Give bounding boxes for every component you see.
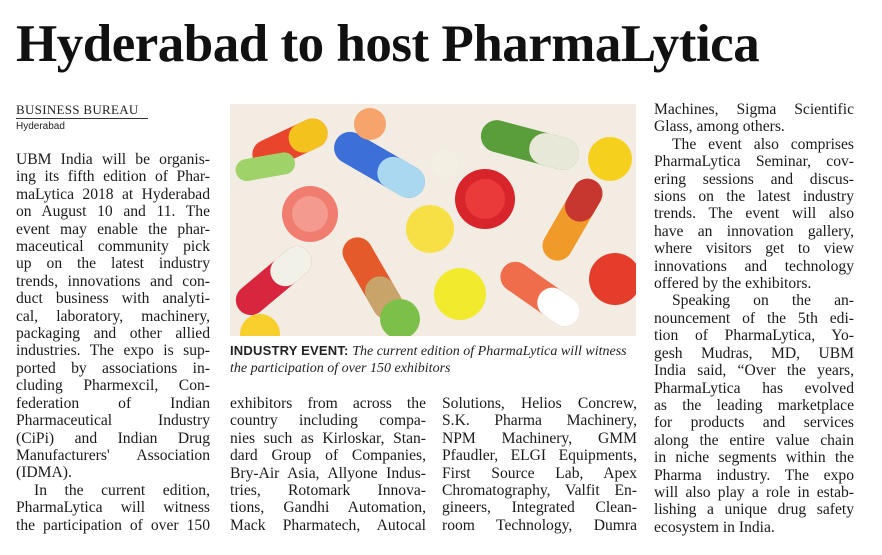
text-line: on August 10 and 11. The: [16, 203, 210, 221]
text-line: country including compa-: [230, 412, 426, 430]
text-line: gineers, Integrated Clean-: [442, 499, 637, 517]
text-line: event may enable the phar-: [16, 220, 210, 238]
text-line: First Source Lab, Apex: [442, 464, 637, 482]
text-line: dard Group of Companies,: [230, 447, 426, 465]
text-line: as the leading marketplace: [654, 396, 854, 414]
text-line: UBM India will be organis-: [16, 151, 210, 168]
text-line: offered by the exhibitors.: [654, 275, 812, 293]
text-line: lishing a unique drug safety: [654, 501, 854, 519]
text-line: room Technology, Dumra: [442, 516, 637, 534]
text-line: Manufacturers' Association: [16, 446, 210, 464]
text-line: cluding Pharmexcil, Con-: [16, 377, 210, 395]
text-line: S.K. Pharma Machinery,: [442, 412, 637, 430]
text-line: duct business with analyti-: [16, 290, 210, 308]
text-line: ecosystem in India.: [654, 518, 775, 536]
text-line: nouncement of the 5th edi-: [654, 309, 854, 327]
caption-text: The current edition of PharmaLytica will witness the participation of over 150 exhibitors: [230, 344, 627, 376]
text-line: ported by associations in-: [16, 359, 210, 377]
text-line: cal, laboratory, machinery,: [16, 307, 210, 325]
text-line: tion of PharmaLytica, Yo-: [654, 327, 854, 345]
text-line: (IDMA).: [16, 464, 72, 482]
text-line: Pharmaceutical Industry: [16, 412, 210, 430]
text-line: packaging and other allied: [16, 325, 210, 343]
text-line: where visitors get to view: [654, 240, 854, 258]
article-column-4: [654, 101, 854, 536]
headline: Hyderabad to host PharmaLytica: [16, 15, 760, 73]
text-line: Speaking on the an-: [672, 292, 854, 310]
text-line: Machines, Sigma Scientific: [654, 101, 854, 118]
text-line: Mack Pharmatech, Autocal: [230, 516, 426, 534]
pills-image: [230, 104, 636, 336]
text-line: Solutions, Helios Concrew,: [442, 395, 637, 412]
text-line: sions on the latest industry: [654, 188, 854, 206]
text-line: nies such as Kirloskar, Stan-: [230, 429, 426, 447]
text-line: (CiPi) and Indian Drug: [16, 429, 210, 447]
text-line: tions, Gandhi Automation,: [230, 499, 426, 517]
text-line: NPM Machinery, GMM: [442, 429, 637, 447]
photo-caption: [230, 343, 636, 377]
text-line: ering sessions and discus-: [654, 170, 854, 188]
text-line: PharmaLytica has evolved: [654, 379, 854, 397]
text-line: innovations and technology: [654, 257, 854, 275]
article-column-2: [230, 395, 426, 534]
dateline: Hyderabad: [16, 121, 65, 132]
text-line: along the entire value chain: [654, 431, 854, 449]
text-line: tries, Rotomark Innova-: [230, 482, 426, 500]
text-line: Bry-Air Asia, Allyone Indus-: [230, 464, 426, 482]
text-line: trends, innovations and con-: [16, 272, 210, 290]
text-line: Pharma industry. The expo: [654, 466, 854, 484]
text-line: ing its fifth edition of Phar-: [16, 168, 210, 186]
text-line: trends. The event will also: [654, 205, 854, 223]
text-line: exhibitors from across the: [230, 395, 426, 412]
byline: BUSINESS BUREAU: [16, 102, 148, 119]
text-line: Glass, among others.: [654, 118, 785, 136]
text-line: the participation of over 150: [16, 516, 210, 534]
text-line: PharmaLytica will witness: [16, 499, 210, 517]
text-line: maLytica 2018 at Hyderabad: [16, 185, 210, 203]
text-line: PharmaLytica Seminar, cov-: [654, 153, 854, 171]
caption-kicker: INDUSTRY EVENT:: [230, 343, 349, 358]
text-line: in niche segments within the: [654, 449, 854, 467]
article-column-3: [442, 395, 637, 534]
text-line: will also play a role in estab-: [654, 483, 854, 501]
text-line: Chromatography, Valfit En-: [442, 482, 637, 500]
text-line: India said, “Over the years,: [654, 362, 854, 380]
text-line: In the current edition,: [34, 481, 210, 499]
text-line: federation of Indian: [16, 394, 210, 412]
text-line: have an innovation gallery,: [654, 222, 854, 240]
text-line: gesh Mudras, MD, UBM: [654, 344, 854, 362]
text-line: up on the latest industry: [16, 255, 210, 273]
text-line: for products and services: [654, 414, 854, 432]
text-line: maceutical community pick: [16, 238, 210, 256]
article-column-1: [16, 151, 210, 534]
text-line: industries. The expo is sup-: [16, 342, 210, 360]
pills-photo: [230, 104, 636, 336]
text-line: The event also comprises: [672, 135, 854, 153]
text-line: Pfaudler, ELGI Equipments,: [442, 447, 637, 465]
